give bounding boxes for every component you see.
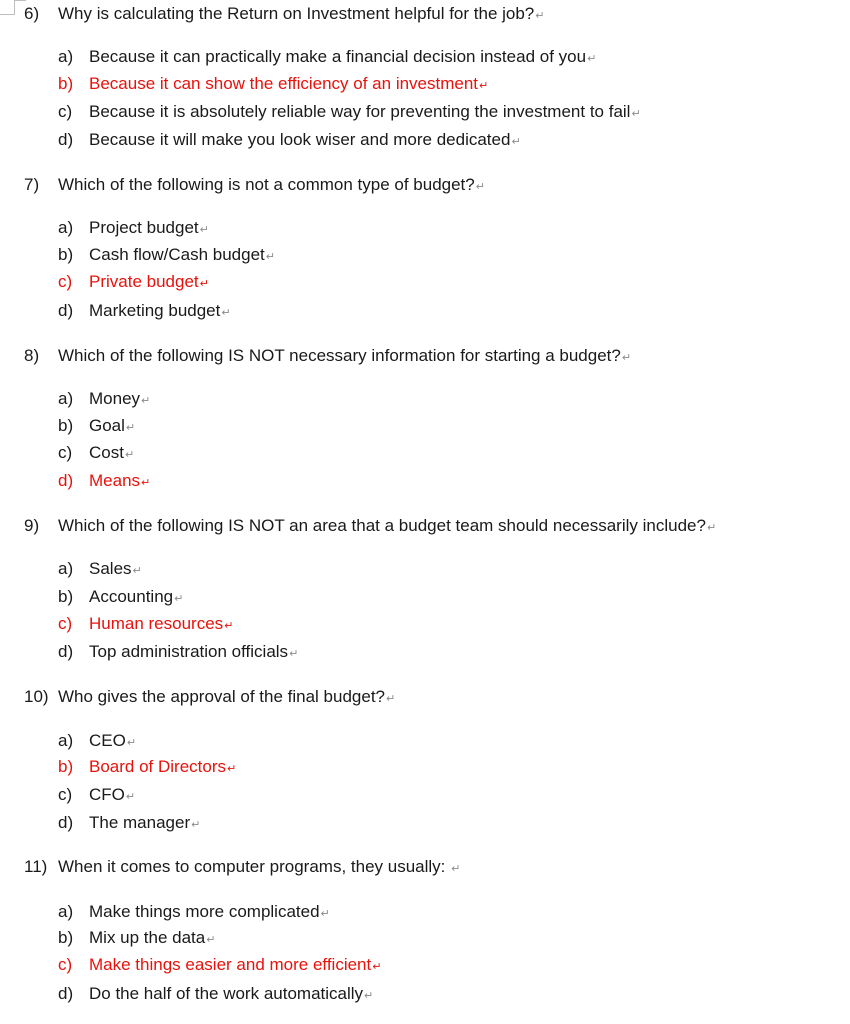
option-text: CFO bbox=[89, 785, 125, 804]
option-letter: d) bbox=[58, 984, 74, 1003]
paragraph-mark-icon: ↵ bbox=[224, 620, 234, 632]
answer-option-correct bbox=[58, 757, 236, 779]
paragraph-mark-icon: ↵ bbox=[191, 819, 201, 831]
option-text: The manager bbox=[89, 813, 191, 832]
option-letter: d) bbox=[58, 813, 74, 832]
option-text: Mix up the data bbox=[89, 928, 206, 947]
paragraph-mark-icon: ↵ bbox=[125, 422, 136, 434]
paragraph-mark-icon: ↵ bbox=[125, 791, 136, 803]
option-letter: a) bbox=[58, 902, 74, 921]
paragraph-mark-icon: ↵ bbox=[221, 307, 231, 319]
paragraph-mark-icon: ↵ bbox=[199, 278, 209, 290]
paragraph-mark-icon: ↵ bbox=[141, 477, 151, 489]
answer-option bbox=[58, 813, 200, 835]
option-text: Sales bbox=[89, 559, 132, 578]
option-letter: c) bbox=[58, 614, 73, 633]
question-text: Why is calculating the Return on Investment helpful for the job? bbox=[58, 4, 535, 23]
paragraph-mark-icon: ↵ bbox=[386, 693, 396, 705]
question-text: Which of the following is not a common type of budget? bbox=[58, 175, 475, 194]
option-letter: b) bbox=[58, 74, 74, 93]
answer-option-correct bbox=[58, 955, 381, 977]
question-text: Who gives the approval of the final budget? bbox=[58, 687, 385, 706]
option-letter: c) bbox=[58, 785, 73, 804]
option-text: Marketing budget bbox=[89, 301, 221, 320]
question-heading bbox=[24, 175, 485, 197]
paragraph-mark-icon: ↵ bbox=[265, 251, 275, 263]
option-letter: d) bbox=[58, 130, 74, 149]
paragraph-mark-icon: ↵ bbox=[451, 863, 461, 875]
option-letter: d) bbox=[58, 301, 74, 320]
answer-option bbox=[58, 642, 298, 664]
paragraph-mark-icon: ↵ bbox=[227, 763, 237, 775]
paragraph-mark-icon: ↵ bbox=[141, 395, 151, 407]
answer-option bbox=[58, 301, 231, 323]
option-text: Means bbox=[89, 471, 141, 490]
paragraph-mark-icon: ↵ bbox=[124, 449, 135, 461]
paragraph-mark-icon: ↵ bbox=[535, 10, 545, 22]
page-top-rule bbox=[14, 0, 26, 1]
question-number: 11) bbox=[24, 857, 48, 876]
option-text: Cash flow/Cash budget bbox=[89, 245, 265, 264]
option-text: Because it is absolutely reliable way for preventing the investment to fail bbox=[89, 102, 631, 121]
option-letter: c) bbox=[58, 102, 73, 121]
paragraph-mark-icon: ↵ bbox=[372, 961, 382, 973]
option-text: Because it will make you look wiser and more dedicated bbox=[89, 130, 511, 149]
option-letter: c) bbox=[58, 955, 73, 974]
answer-option bbox=[58, 731, 136, 753]
answer-option bbox=[58, 559, 142, 581]
paragraph-mark-icon: ↵ bbox=[631, 108, 641, 120]
option-letter: a) bbox=[58, 731, 74, 750]
option-letter: b) bbox=[58, 757, 74, 776]
option-text: Make things easier and more efficient bbox=[89, 955, 372, 974]
option-letter: d) bbox=[58, 642, 74, 661]
question-number: 10) bbox=[24, 687, 49, 706]
answer-option-correct bbox=[58, 471, 150, 493]
option-letter: a) bbox=[58, 559, 74, 578]
answer-option bbox=[58, 47, 596, 69]
answer-option bbox=[58, 130, 521, 152]
option-letter: b) bbox=[58, 416, 74, 435]
answer-option bbox=[58, 245, 275, 267]
option-letter: a) bbox=[58, 218, 74, 237]
paragraph-mark-icon: ↵ bbox=[479, 80, 489, 92]
question-heading bbox=[24, 687, 395, 709]
option-text: Project budget bbox=[89, 218, 199, 237]
answer-option bbox=[58, 928, 215, 950]
answer-option bbox=[58, 902, 330, 924]
paragraph-mark-icon: ↵ bbox=[206, 934, 216, 946]
option-text: CEO bbox=[89, 731, 126, 750]
paragraph-mark-icon: ↵ bbox=[706, 522, 717, 534]
paragraph-mark-icon: ↵ bbox=[364, 990, 374, 1002]
paragraph-mark-icon: ↵ bbox=[320, 908, 330, 920]
paragraph-mark-icon: ↵ bbox=[199, 224, 209, 236]
option-text: Money bbox=[89, 389, 141, 408]
option-text: Make things more complicated bbox=[89, 902, 320, 921]
answer-option bbox=[58, 984, 373, 1006]
question-text: Which of the following IS NOT necessary information for starting a budget? bbox=[58, 346, 621, 365]
option-text: Private budget bbox=[89, 272, 199, 291]
paragraph-mark-icon: ↵ bbox=[132, 565, 142, 577]
question-text: When it comes to computer programs, they usually: bbox=[58, 857, 451, 876]
answer-option-correct bbox=[58, 74, 488, 96]
option-text: Human resources bbox=[89, 614, 224, 633]
question-heading bbox=[24, 516, 716, 538]
paragraph-mark-icon: ↵ bbox=[475, 181, 485, 193]
question-number: 8) bbox=[24, 346, 40, 365]
option-letter: c) bbox=[58, 443, 73, 462]
option-letter: b) bbox=[58, 587, 74, 606]
paragraph-mark-icon: ↵ bbox=[621, 352, 632, 364]
option-letter: b) bbox=[58, 928, 74, 947]
answer-option bbox=[58, 785, 135, 807]
option-text: Do the half of the work automatically bbox=[89, 984, 364, 1003]
option-text: Board of Directors bbox=[89, 757, 226, 776]
paragraph-mark-icon: ↵ bbox=[174, 593, 184, 605]
answer-option-correct bbox=[58, 614, 233, 636]
paragraph-mark-icon: ↵ bbox=[126, 737, 137, 749]
paragraph-mark-icon: ↵ bbox=[511, 136, 521, 148]
question-heading bbox=[24, 857, 460, 879]
option-text: Because it can practically make a financial decision instead of you bbox=[89, 47, 587, 66]
option-letter: c) bbox=[58, 272, 73, 291]
option-letter: a) bbox=[58, 389, 74, 408]
option-letter: b) bbox=[58, 245, 74, 264]
paragraph-mark-icon: ↵ bbox=[587, 53, 597, 65]
option-text: Accounting bbox=[89, 587, 174, 606]
paragraph-mark-icon: ↵ bbox=[289, 648, 299, 660]
answer-option bbox=[58, 416, 135, 438]
page-corner-mark bbox=[0, 0, 15, 15]
option-text: Because it can show the efficiency of an investment bbox=[89, 74, 479, 93]
question-heading bbox=[24, 4, 544, 26]
question-number: 7) bbox=[24, 175, 40, 194]
option-letter: d) bbox=[58, 471, 74, 490]
question-number: 6) bbox=[24, 4, 40, 23]
answer-option bbox=[58, 443, 134, 465]
option-text: Top administration officials bbox=[89, 642, 289, 661]
option-text: Goal bbox=[89, 416, 125, 435]
option-text: Cost bbox=[89, 443, 124, 462]
answer-option bbox=[58, 218, 209, 240]
option-letter: a) bbox=[58, 47, 74, 66]
answer-option bbox=[58, 102, 641, 124]
question-heading bbox=[24, 346, 631, 368]
answer-option bbox=[58, 587, 183, 609]
question-number: 9) bbox=[24, 516, 40, 535]
answer-option bbox=[58, 389, 150, 411]
answer-option-correct bbox=[58, 272, 209, 294]
question-text: Which of the following IS NOT an area that a budget team should necessarily include? bbox=[58, 516, 706, 535]
